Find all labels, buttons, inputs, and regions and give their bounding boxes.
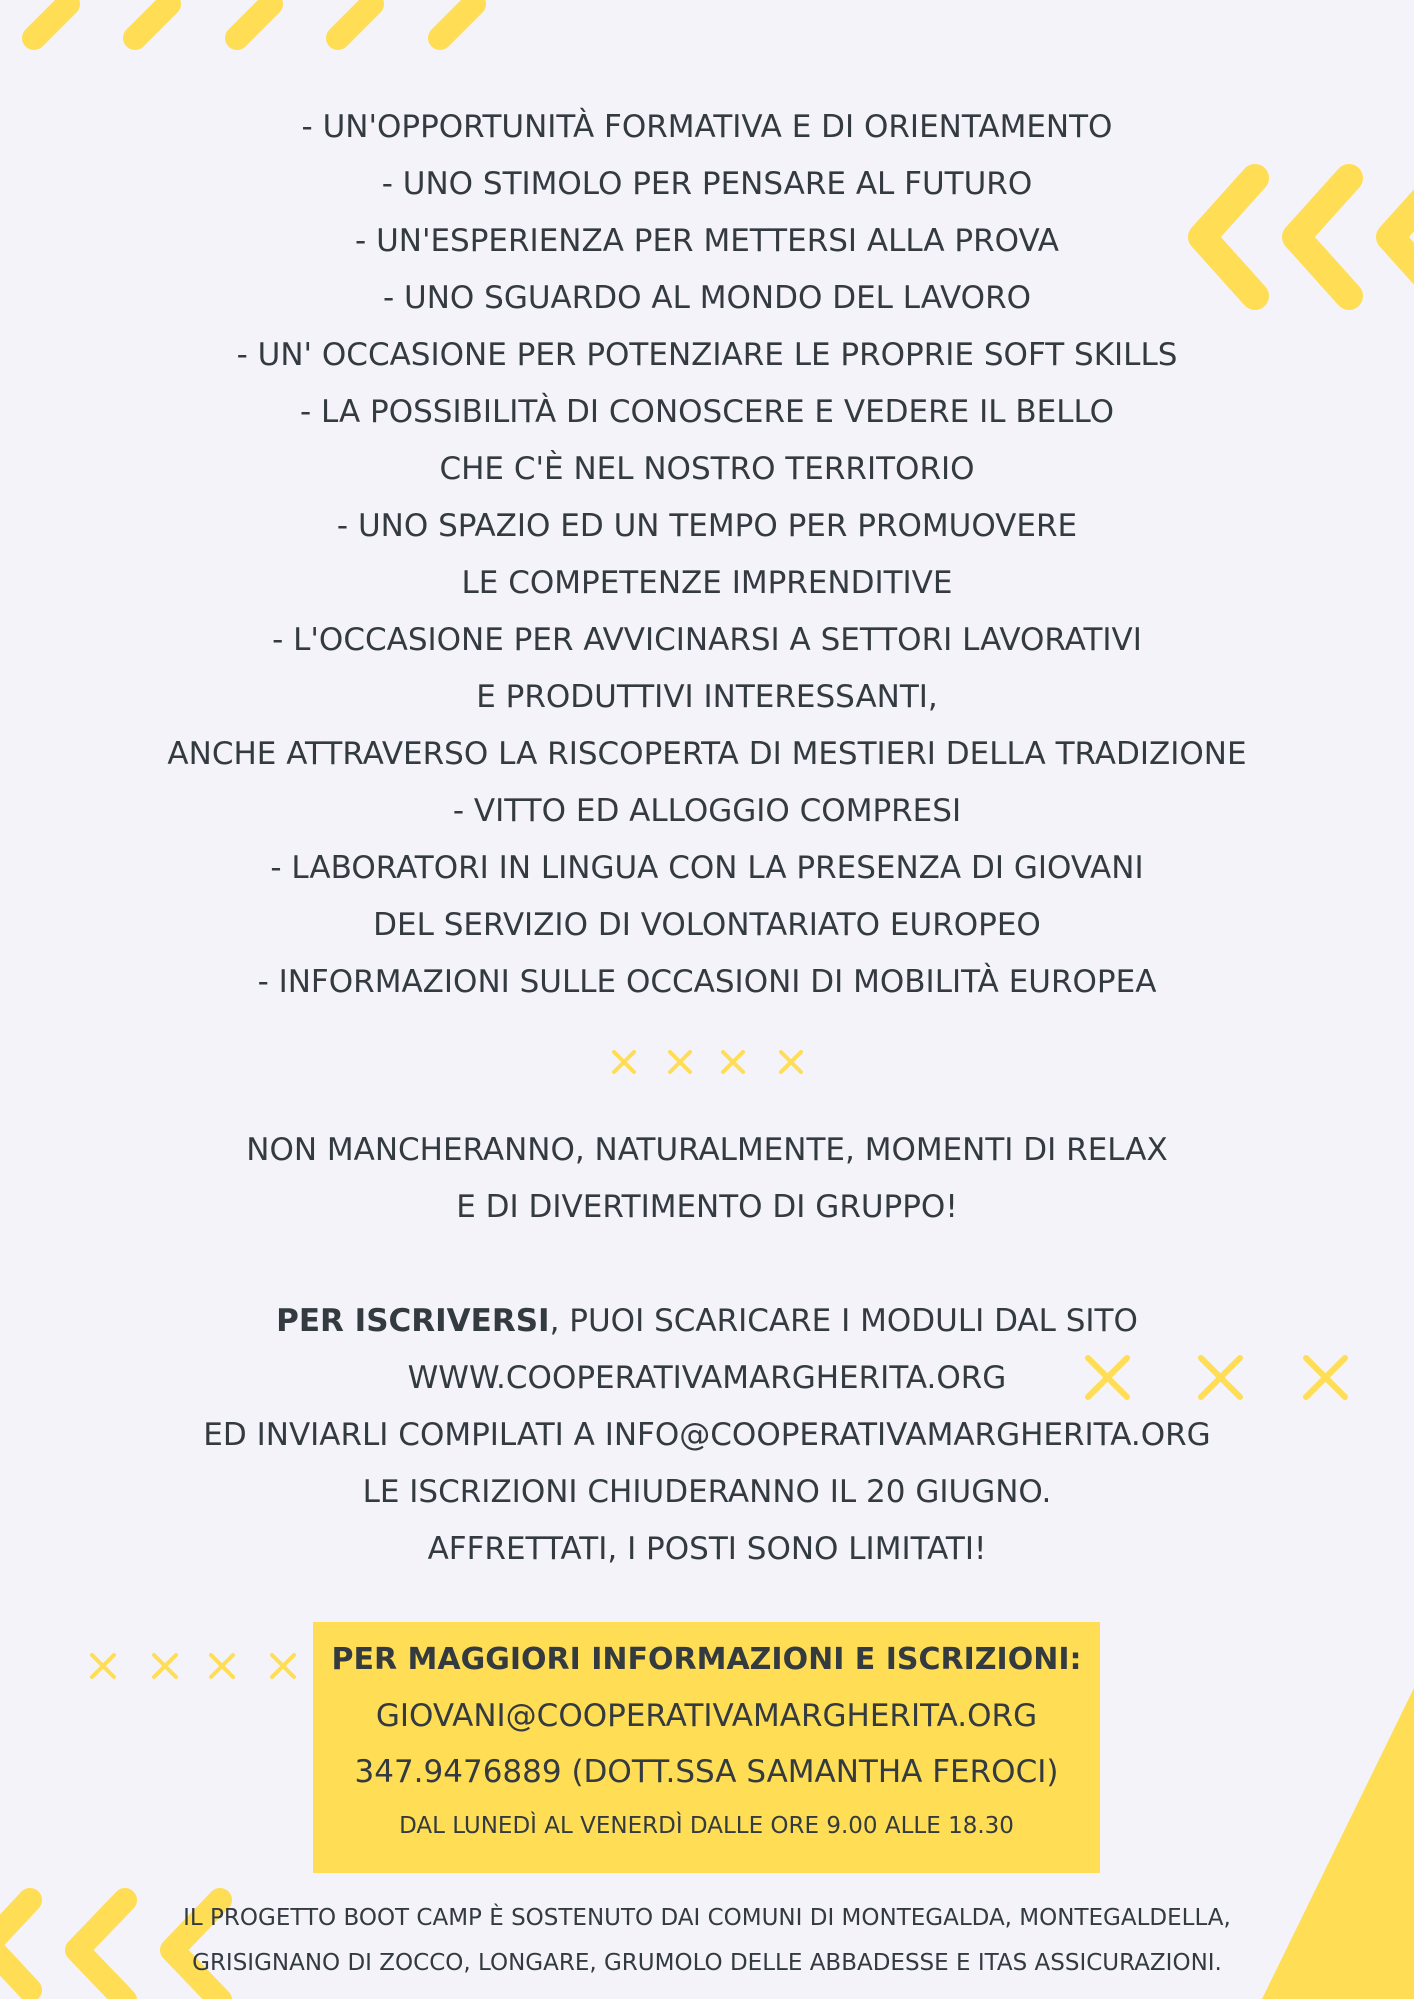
list-item: - UN'ESPERIENZA PER METTERSI ALLA PROVA (355, 223, 1059, 259)
list-item: E PRODUTTIVI INTERESSANTI, (476, 679, 938, 715)
cross-icons-row-1 (614, 1052, 801, 1072)
list-item: - LA POSSIBILITÀ DI CONOSCERE E VEDERE IL BELLO (299, 394, 1115, 430)
relax-paragraph (0, 1122, 1414, 1236)
footer-line-2: GRISIGNANO DI ZOCCO, LONGARE, GRUMOLO DELLE ABBADESSE E ITAS ASSICURAZIONI. (192, 1950, 1222, 1976)
list-item: DEL SERVIZIO DI VOLONTARIATO EUROPEO (373, 907, 1041, 943)
list-item: ANCHE ATTRAVERSO LA RISCOPERTA DI MESTIERI DELLA TRADIZIONE (167, 736, 1247, 772)
info-box-title: PER MAGGIORI INFORMAZIONI E ISCRIZIONI: (331, 1642, 1082, 1677)
deadline-text: LE ISCRIZIONI CHIUDERANNO IL 20 GIUGNO. (362, 1474, 1052, 1510)
signup-email-line: ED INVIARLI COMPILATI A INFO@COOPERATIVAMARGHERITA.ORG (203, 1417, 1211, 1453)
benefits-list (0, 99, 1414, 1011)
contact-phone: 347.9476889 (DOTT.SSA SAMANTHA FEROCI) (354, 1754, 1059, 1790)
info-box (313, 1622, 1100, 1873)
list-item: CHE C'È NEL NOSTRO TERRITORIO (439, 451, 975, 487)
signup-paragraph (0, 1293, 1414, 1578)
list-item: - INFORMAZIONI SULLE OCCASIONI DI MOBILITÀ EUROPEA (257, 964, 1157, 1000)
website-link[interactable]: WWW.COOPERATIVAMARGHERITA.ORG (407, 1360, 1007, 1396)
list-item: - UN'OPPORTUNITÀ FORMATIVA E DI ORIENTAMENTO (301, 109, 1113, 145)
relax-line-2: E DI DIVERTIMENTO DI GRUPPO! (456, 1189, 958, 1225)
cross-icons-row-3 (92, 1655, 294, 1677)
list-item: - VITTO ED ALLOGGIO COMPRESI (452, 793, 962, 829)
contact-email-link[interactable]: GIOVANI@COOPERATIVAMARGHERITA.ORG (375, 1698, 1038, 1734)
list-item: LE COMPETENZE IMPRENDITIVE (461, 565, 953, 601)
list-item: - UNO SGUARDO AL MONDO DEL LAVORO (382, 280, 1032, 316)
list-item: - UNO SPAZIO ED UN TEMPO PER PROMUOVERE (336, 508, 1078, 544)
signup-heading: PER ISCRIVERSI (276, 1303, 550, 1339)
office-hours: DAL LUNEDÌ AL VENERDÌ DALLE ORE 9.00 ALLE 18.30 (399, 1813, 1014, 1839)
list-item: - LABORATORI IN LINGUA CON LA PRESENZA DI GIOVANI (270, 850, 1144, 886)
limited-seats-text: AFFRETTATI, I POSTI SONO LIMITATI! (427, 1531, 987, 1567)
list-item: - UNO STIMOLO PER PENSARE AL FUTURO (381, 166, 1033, 202)
footer-line-1: IL PROGETTO BOOT CAMP È SOSTENUTO DAI COMUNI DI MONTEGALDA, MONTEGALDELLA, (183, 1905, 1231, 1931)
list-item: - L'OCCASIONE PER AVVICINARSI A SETTORI LAVORATIVI (272, 622, 1142, 658)
relax-line-1: NON MANCHERANNO, NATURALMENTE, MOMENTI DI RELAX (246, 1132, 1168, 1168)
list-item: - UN' OCCASIONE PER POTENZIARE LE PROPRIE SOFT SKILLS (236, 337, 1178, 373)
top-stripes-decoration (34, 4, 474, 38)
footer (0, 1896, 1414, 1986)
signup-line-1-text: , PUOI SCARICARE I MODULI DAL SITO (549, 1303, 1138, 1339)
signup-line-1 (0, 1293, 1414, 1350)
